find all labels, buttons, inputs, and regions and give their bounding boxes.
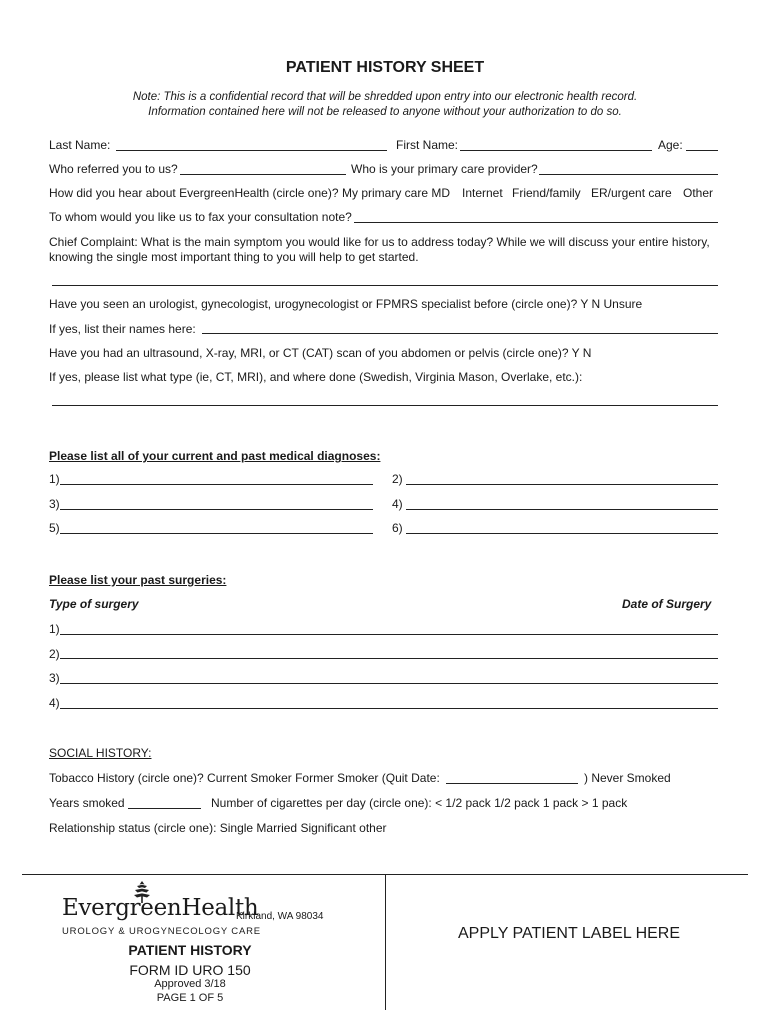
evergreenhealth-logo: EvergreenHealth <box>62 895 259 921</box>
hear-option-primary-care[interactable]: My primary care MD <box>342 186 451 200</box>
years-smoked-label: Years smoked <box>49 796 125 810</box>
tobacco-history-label: Tobacco History (circle one)? Current Smoker Former Smoker (Quit Date: <box>49 771 440 785</box>
surgery-number: 2) <box>49 647 60 661</box>
primary-care-field[interactable] <box>539 174 718 175</box>
fax-field[interactable] <box>354 222 718 223</box>
diagnosis-field-5[interactable] <box>60 533 373 534</box>
first-name-label: First Name: <box>396 138 459 152</box>
page-title: PATIENT HISTORY SHEET <box>285 59 485 76</box>
diagnosis-number: 1) <box>49 472 60 486</box>
diagnosis-field-1[interactable] <box>60 484 373 485</box>
fax-label: To whom would you like us to fax your consultation note? <box>49 210 352 224</box>
footer-vertical-divider <box>385 874 386 1010</box>
diagnosis-number: 3) <box>49 497 60 511</box>
clinic-location: Kirkland, WA 98034 <box>236 911 324 922</box>
chief-complaint-line1: Chief Complaint: What is the main symptom you would like for us to address today? While we will discuss your entire history, <box>49 235 710 249</box>
surgery-number: 1) <box>49 622 60 636</box>
relationship-status-label: Relationship status (circle one): Single Married Significant other <box>49 821 387 835</box>
approved-date: Approved 3/18 <box>154 978 226 990</box>
diagnosis-number: 6) <box>392 521 403 535</box>
diagnosis-field-2[interactable] <box>406 484 718 485</box>
years-smoked-field[interactable] <box>128 808 201 809</box>
hear-option-er-urgent-care[interactable]: ER/urgent care <box>591 186 672 200</box>
age-field[interactable] <box>686 150 718 151</box>
hear-option-friend-family[interactable]: Friend/family <box>512 186 581 200</box>
surgeries-heading: Please list your past surgeries: <box>49 573 227 587</box>
quit-date-field[interactable] <box>446 783 578 784</box>
confidentiality-note-line2: Information contained here will not be released to anyone without your authorization to do so. <box>148 106 622 118</box>
hear-option-other[interactable]: Other <box>683 186 714 200</box>
confidentiality-note-line1: Note: This is a confidential record that will be shredded upon entry into our electronic health record. <box>132 91 638 103</box>
age-label: Age: <box>658 138 683 152</box>
page-number: PAGE 1 OF 5 <box>156 992 224 1004</box>
form-title: PATIENT HISTORY <box>128 942 252 958</box>
surgery-date-column-header: Date of Surgery <box>622 597 712 611</box>
imaging-type-label: If yes, please list what type (ie, CT, MRI), and where done (Swedish, Virginia Mason, Overlake, etc.): <box>49 370 583 384</box>
primary-care-label: Who is your primary care provider? <box>351 162 538 176</box>
first-name-field[interactable] <box>460 150 652 151</box>
chief-complaint-line2: knowing the single most important thing to you will help to get started. <box>49 250 419 264</box>
surgery-number: 4) <box>49 696 60 710</box>
diagnosis-number: 4) <box>392 497 403 511</box>
diagnosis-field-3[interactable] <box>60 509 373 510</box>
tobacco-history-label-end: ) Never Smoked <box>584 771 671 785</box>
last-name-field[interactable] <box>116 150 387 151</box>
surgery-number: 3) <box>49 671 60 685</box>
diagnosis-field-4[interactable] <box>406 509 718 510</box>
diagnosis-number: 2) <box>392 472 403 486</box>
diagnosis-number: 5) <box>49 521 60 535</box>
chief-complaint-field[interactable] <box>52 285 718 286</box>
hear-option-internet[interactable]: Internet <box>462 186 503 200</box>
surgery-type-column-header: Type of surgery <box>49 597 139 611</box>
imaging-type-field[interactable] <box>52 405 718 406</box>
specialist-names-field[interactable] <box>202 333 718 334</box>
form-id: FORM ID URO 150 <box>129 962 251 978</box>
seen-specialist-question: Have you seen an urologist, gynecologist, urogynecologist or FPMRS specialist before (circle one)? Y N Unsure <box>49 297 643 311</box>
diagnosis-field-6[interactable] <box>406 533 718 534</box>
surgery-field-2[interactable] <box>60 658 718 659</box>
referred-label: Who referred you to us? <box>49 162 178 176</box>
diagnoses-heading: Please list all of your current and past medical diagnoses: <box>49 449 381 463</box>
logo-subtitle: UROLOGY & UROGYNECOLOGY CARE <box>62 926 261 937</box>
specialist-names-label: If yes, list their names here: <box>49 322 196 336</box>
referred-field[interactable] <box>180 174 346 175</box>
hear-about-label: How did you hear about EvergreenHealth (circle one)? <box>49 186 339 200</box>
cigarettes-per-day-label: Number of cigarettes per day (circle one): < 1/2 pack 1/2 pack 1 pack > 1 pack <box>211 796 628 810</box>
imaging-question: Have you had an ultrasound, X-ray, MRI, or CT (CAT) scan of you abdomen or pelvis (circle one)? Y N <box>49 346 592 360</box>
social-history-heading: SOCIAL HISTORY: <box>49 746 152 760</box>
surgery-field-3[interactable] <box>60 683 718 684</box>
last-name-label: Last Name: <box>49 138 111 152</box>
surgery-field-1[interactable] <box>60 634 718 635</box>
surgery-field-4[interactable] <box>60 708 718 709</box>
patient-label-area[interactable]: APPLY PATIENT LABEL HERE <box>458 925 681 942</box>
